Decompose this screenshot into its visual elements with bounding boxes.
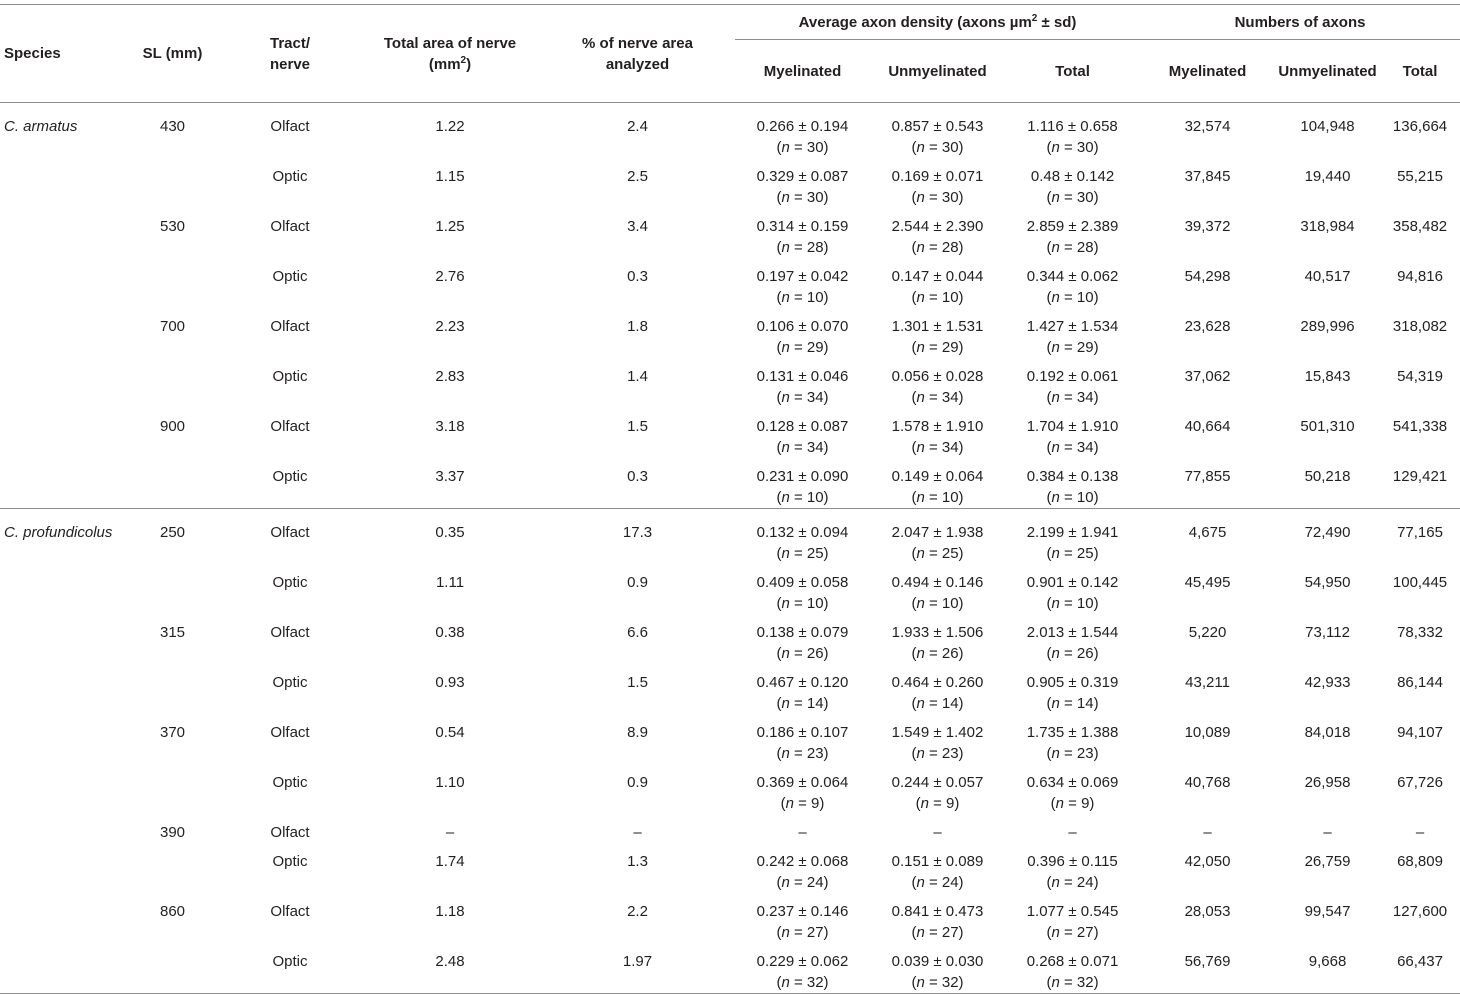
cell-nerve: Optic [272,774,308,791]
sample-size: (n = 34) [911,389,964,406]
sample-size: (n = 23) [1046,745,1099,762]
cell-pct-area: 8.9 [627,724,648,741]
sample-size: (n = 28) [911,239,964,256]
table-row [0,308,1460,358]
sample-size: (n = 30) [911,139,964,156]
cell-sl [125,458,220,509]
sample-size: (n = 27) [1046,924,1099,941]
cell-count-unmyelinated: 72,490 [1304,524,1351,541]
cell-count-total: 55,215 [1397,168,1443,185]
cell-count-myelinated: 42,050 [1184,853,1231,870]
cell-nerve: Olfact [270,418,310,435]
cell-count-total: 86,144 [1397,674,1443,691]
cell-sl [125,258,220,308]
cell-nerve: Optic [272,574,308,591]
cell-density-total: 0.901 ± 0.142 (n = 10) [1026,574,1119,612]
cell-density-myelinated: 0.369 ± 0.064 (n = 9) [756,774,849,812]
cell-count-total: 68,809 [1397,853,1443,870]
sample-size: (n = 24) [911,874,964,891]
cell-density-myelinated: 0.467 ± 0.120 (n = 14) [756,674,849,712]
cell-density-unmyelinated: 0.464 ± 0.260 (n = 14) [891,674,984,712]
cell-total-area: 0.38 [435,624,465,641]
cell-density-myelinated: 0.329 ± 0.087 (n = 30) [756,168,849,206]
cell-pct-area: 1.97 [540,943,735,994]
sample-size: (n = 26) [911,645,964,662]
table-row [0,509,1460,565]
cell-pct-area: 1.4 [627,368,648,385]
header-count-myelinated: Myelinated [1140,40,1275,103]
table-row [0,158,1460,208]
table-row [0,764,1460,814]
cell-count-unmyelinated: 15,843 [1304,368,1351,385]
cell-nerve: Olfact [270,318,310,335]
sample-size: (n = 25) [1046,545,1099,562]
cell-count-myelinated: 56,769 [1140,943,1275,994]
sample-size: (n = 28) [776,239,829,256]
cell-species: C. profundicolus [4,524,113,541]
cell-species [0,458,125,509]
cell-count-unmyelinated: 54,950 [1304,574,1351,591]
cell-density-total: 1.077 ± 0.545 (n = 27) [1026,903,1119,941]
cell-pct-area: 3.4 [627,218,648,235]
cell-species [0,814,125,843]
table-row [0,258,1460,308]
cell-density-total: 0.192 ± 0.061 (n = 34) [1026,368,1119,406]
table-row [0,458,1460,509]
cell-density-unmyelinated: 0.857 ± 0.543 (n = 30) [891,118,984,156]
cell-sl [125,764,220,814]
cell-total-area: 1.74 [435,853,465,870]
cell-pct-area: 1.3 [627,853,648,870]
header-density-total: Total [1005,40,1140,103]
cell-density-myelinated: 0.132 ± 0.094 (n = 25) [756,524,849,562]
cell-total-area: 1.18 [435,903,465,920]
header-numbers-group: Numbers of axons [1140,5,1460,40]
cell-sl [125,843,220,893]
cell-count-unmyelinated: 50,218 [1275,458,1380,509]
sample-size: (n = 30) [776,189,829,206]
cell-species [0,843,125,893]
sample-size: (n = 26) [776,645,829,662]
sample-size: (n = 34) [776,389,829,406]
cell-total-area: 2.23 [435,318,465,335]
cell-density-unmyelinated: – [933,824,942,841]
cell-count-unmyelinated: 73,112 [1305,624,1350,641]
table-header [0,5,1460,103]
table-row [0,208,1460,258]
sample-size: (n = 10) [776,595,829,612]
cell-count-unmyelinated: 99,547 [1304,903,1351,920]
cell-nerve: Optic [272,168,308,185]
table-row [0,614,1460,664]
cell-species [0,358,125,408]
cell-density-unmyelinated: 1.578 ± 1.910 (n = 34) [891,418,984,456]
cell-pct-area: 0.9 [627,574,648,591]
cell-nerve: Optic [272,368,308,385]
cell-count-total: 94,816 [1397,268,1443,285]
sample-size: (n = 10) [911,289,964,306]
cell-count-myelinated: 43,211 [1185,674,1230,691]
cell-pct-area: 6.6 [627,624,648,641]
cell-density-unmyelinated: 0.149 ± 0.064 (n = 10) [870,458,1005,509]
cell-pct-area: 17.3 [622,524,653,541]
cell-density-total: 0.905 ± 0.319 (n = 14) [1026,674,1119,712]
cell-count-myelinated: 39,372 [1184,218,1231,235]
cell-nerve: Optic [272,853,308,870]
sample-size: (n = 29) [911,339,964,356]
cell-total-area: 1.22 [435,118,465,135]
cell-sl [125,943,220,994]
cell-density-unmyelinated: 1.549 ± 1.402 (n = 23) [891,724,984,762]
cell-nerve: Olfact [270,218,310,235]
cell-species [0,764,125,814]
cell-density-total: 0.384 ± 0.138 (n = 10) [1005,458,1140,509]
sample-size: (n = 14) [911,695,964,712]
sample-size: (n = 14) [1046,695,1099,712]
sample-size: (n = 34) [776,439,829,456]
cell-count-myelinated: 32,574 [1184,118,1231,135]
cell-count-total: 78,332 [1397,624,1443,641]
cell-species [0,158,125,208]
cell-pct-area: 0.3 [627,268,648,285]
cell-count-myelinated: 10,089 [1184,724,1231,741]
table-row [0,714,1460,764]
cell-density-total: 1.704 ± 1.910 (n = 34) [1026,418,1119,456]
cell-count-myelinated: 23,628 [1184,318,1231,335]
table-row [0,664,1460,714]
cell-density-total: 1.116 ± 0.658 (n = 30) [1027,118,1118,156]
sample-size: (n = 34) [1046,439,1099,456]
cell-density-unmyelinated: 1.301 ± 1.531 (n = 29) [891,318,984,356]
sample-size: (n = 29) [776,339,829,356]
cell-species [0,614,125,664]
cell-sl [125,158,220,208]
cell-count-total: 129,421 [1380,458,1460,509]
cell-density-total: 1.735 ± 1.388 (n = 23) [1026,724,1119,762]
table-row [0,103,1460,159]
sample-size: (n = 30) [911,189,964,206]
cell-density-myelinated: 0.266 ± 0.194 (n = 30) [756,118,849,156]
cell-sl: 860 [159,903,186,920]
cell-nerve: Optic [220,943,360,994]
header-sl: SL (mm) [125,5,220,103]
cell-density-myelinated: 0.131 ± 0.046 (n = 34) [756,368,849,406]
cell-species [0,408,125,458]
cell-density-myelinated: 0.242 ± 0.068 (n = 24) [756,853,849,891]
cell-species [0,943,125,994]
axon-data-table [0,4,1460,994]
sample-size: (n = 14) [776,695,829,712]
cell-pct-area: 0.9 [627,774,648,791]
cell-nerve: Optic [272,268,308,285]
cell-species [0,564,125,614]
cell-count-total: 67,726 [1397,774,1443,791]
cell-total-area: 3.37 [360,458,540,509]
cell-pct-area: 1.5 [627,674,648,691]
cell-count-myelinated: 40,664 [1184,418,1231,435]
cell-nerve: Optic [220,458,360,509]
cell-sl: 250 [159,524,186,541]
cell-total-area: 1.25 [435,218,465,235]
cell-pct-area: 1.8 [627,318,648,335]
cell-count-myelinated: 40,768 [1184,774,1231,791]
table-row [0,358,1460,408]
cell-count-myelinated: 54,298 [1184,268,1231,285]
cell-density-total: 0.48 ± 0.142 (n = 30) [1030,168,1115,206]
cell-density-total: 2.859 ± 2.389 (n = 28) [1026,218,1119,256]
cell-species [0,208,125,258]
cell-total-area: 1.10 [435,774,465,791]
cell-species [0,258,125,308]
cell-density-unmyelinated: 0.151 ± 0.089 (n = 24) [891,853,984,891]
cell-count-unmyelinated: 104,948 [1300,118,1355,135]
cell-count-myelinated: 45,495 [1184,574,1231,591]
cell-density-total: 1.427 ± 1.534 (n = 29) [1026,318,1119,356]
cell-total-area: 0.93 [435,674,465,691]
cell-count-total: 54,319 [1397,368,1443,385]
cell-nerve: Olfact [270,724,310,741]
cell-count-total: 358,482 [1392,218,1448,235]
sample-size: (n = 30) [1046,139,1099,156]
cell-density-myelinated: 0.229 ± 0.062 (n = 32) [735,943,870,994]
cell-nerve: Olfact [270,524,310,541]
cell-species [0,664,125,714]
cell-count-unmyelinated: 42,933 [1304,674,1351,691]
cell-total-area: 2.48 [360,943,540,994]
sample-size: (n = 24) [1046,874,1099,891]
sample-size: (n = 32) [1046,974,1099,991]
cell-count-total: 77,165 [1397,524,1443,541]
cell-density-unmyelinated: 0.494 ± 0.146 (n = 10) [891,574,984,612]
cell-count-total: – [1415,824,1425,841]
sample-size: (n = 32) [776,974,829,991]
cell-density-total: 0.396 ± 0.115 (n = 24) [1027,853,1118,891]
cell-density-myelinated: 0.231 ± 0.090 (n = 10) [735,458,870,509]
cell-pct-area: 2.2 [627,903,648,920]
cell-density-unmyelinated: 2.544 ± 2.390 (n = 28) [891,218,984,256]
cell-density-total: 2.199 ± 1.941 (n = 25) [1026,524,1119,562]
cell-density-myelinated: 0.106 ± 0.070 (n = 29) [756,318,849,356]
cell-count-myelinated: 37,062 [1184,368,1231,385]
cell-density-myelinated: 0.186 ± 0.107 (n = 23) [756,724,849,762]
cell-sl: 430 [159,118,186,135]
cell-nerve: Olfact [270,118,310,135]
cell-sl: 315 [159,624,186,641]
sample-size: (n = 23) [776,745,829,762]
header-species: Species [0,5,125,103]
cell-species: C. armatus [4,118,78,135]
cell-nerve: Optic [272,674,308,691]
cell-pct-area: – [633,824,642,841]
cell-total-area: – [445,824,455,841]
table-row [0,564,1460,614]
cell-density-unmyelinated: 0.056 ± 0.028 (n = 34) [891,368,984,406]
cell-count-total: 541,338 [1392,418,1448,435]
cell-total-area: 0.54 [435,724,465,741]
cell-density-myelinated: 0.197 ± 0.042 (n = 10) [756,268,849,306]
cell-count-myelinated: 37,845 [1184,168,1231,185]
cell-count-unmyelinated: 501,310 [1300,418,1355,435]
cell-count-myelinated: 28,053 [1184,903,1231,920]
sample-size: (n = 9) [1050,795,1095,812]
cell-nerve: Olfact [270,903,310,920]
cell-count-myelinated: 4,675 [1188,524,1227,541]
cell-total-area: 0.35 [435,524,465,541]
table-body [0,103,1460,994]
cell-density-unmyelinated: 0.841 ± 0.473 (n = 27) [891,903,984,941]
sample-size: (n = 34) [1046,389,1099,406]
cell-density-myelinated: 0.314 ± 0.159 (n = 28) [756,218,849,256]
sample-size: (n = 30) [776,139,829,156]
cell-sl: 900 [159,418,186,435]
sample-size: (n = 29) [1046,339,1099,356]
cell-density-unmyelinated: 0.039 ± 0.030 (n = 32) [870,943,1005,994]
cell-density-myelinated: 0.237 ± 0.146 (n = 27) [756,903,849,941]
cell-total-area: 1.11 [435,574,465,591]
table-row [0,814,1460,843]
sample-size: (n = 30) [1046,189,1099,206]
sample-size: (n = 10) [776,289,829,306]
cell-total-area: 2.76 [435,268,465,285]
cell-nerve: Olfact [270,824,310,841]
cell-total-area: 3.18 [435,418,465,435]
cell-sl: 370 [159,724,186,741]
header-total-area: Total area of nerve $(mm^2)$ [360,5,540,103]
sample-size: (n = 24) [776,874,829,891]
cell-count-unmyelinated: 318,984 [1300,218,1355,235]
table-row [0,408,1460,458]
cell-count-total: 136,664 [1392,118,1448,135]
cell-count-unmyelinated: 19,440 [1304,168,1351,185]
cell-count-unmyelinated: 26,759 [1304,853,1351,870]
cell-pct-area: 1.5 [627,418,648,435]
cell-density-unmyelinated: 0.147 ± 0.044 (n = 10) [891,268,984,306]
table-row [0,893,1460,943]
cell-count-myelinated: 77,855 [1140,458,1275,509]
sample-size: (n = 34) [911,439,964,456]
sample-size: (n = 10) [1046,289,1099,306]
cell-density-unmyelinated: 2.047 ± 1.938 (n = 25) [891,524,984,562]
sample-size: (n = 10) [1046,595,1099,612]
cell-sl [125,664,220,714]
cell-density-unmyelinated: 0.244 ± 0.057 (n = 9) [891,774,984,812]
table-row [0,843,1460,893]
cell-nerve: Olfact [270,624,310,641]
sample-size: (n = 10) [1046,489,1099,506]
cell-sl: 700 [159,318,186,335]
header-pct-area: % of nerve area analyzed [540,5,735,103]
sample-size: (n = 9) [780,795,825,812]
cell-pct-area: 0.3 [540,458,735,509]
cell-sl: 530 [159,218,186,235]
cell-count-myelinated: 5,220 [1188,624,1227,641]
cell-count-unmyelinated: 9,668 [1275,943,1380,994]
cell-density-total: 0.344 ± 0.062 (n = 10) [1026,268,1119,306]
cell-density-total: 0.634 ± 0.069 (n = 9) [1026,774,1119,812]
sample-size: (n = 25) [776,545,829,562]
cell-species [0,308,125,358]
table-row [0,943,1460,994]
cell-sl [125,564,220,614]
cell-count-total: 94,107 [1397,724,1443,741]
sample-size: (n = 27) [911,924,964,941]
cell-density-myelinated: 0.409 ± 0.058 (n = 10) [756,574,849,612]
cell-species [0,714,125,764]
cell-total-area: 2.83 [435,368,465,385]
cell-count-myelinated: – [1203,824,1212,841]
cell-total-area: 1.15 [435,168,465,185]
cell-pct-area: 2.5 [627,168,648,185]
header-count-unmyelinated: Unmyelinated [1275,40,1380,103]
cell-count-unmyelinated: – [1323,824,1332,841]
sample-size: (n = 9) [915,795,960,812]
cell-count-total: 127,600 [1392,903,1448,920]
cell-density-unmyelinated: 1.933 ± 1.506 (n = 26) [891,624,984,662]
cell-count-unmyelinated: 40,517 [1304,268,1351,285]
sample-size: (n = 32) [911,974,964,991]
header-density-group: Average axon density (axons µm$^2$ ± sd) [735,5,1140,40]
sample-size: (n = 28) [1046,239,1099,256]
cell-sl [125,358,220,408]
sample-size: (n = 10) [776,489,829,506]
sample-size: (n = 27) [776,924,829,941]
cell-count-unmyelinated: 289,996 [1300,318,1355,335]
cell-density-myelinated: 0.128 ± 0.087 (n = 34) [756,418,849,456]
sample-size: (n = 10) [911,595,964,612]
cell-count-unmyelinated: 84,018 [1304,724,1351,741]
sample-size: (n = 26) [1046,645,1099,662]
cell-density-total: 0.268 ± 0.071 (n = 32) [1005,943,1140,994]
cell-count-unmyelinated: 26,958 [1304,774,1351,791]
cell-density-total: 2.013 ± 1.544 (n = 26) [1026,624,1119,662]
header-count-total: Total [1380,40,1460,103]
header-density-unmyelinated: Unmyelinated [870,40,1005,103]
sample-size: (n = 25) [911,545,964,562]
cell-density-myelinated: 0.138 ± 0.079 (n = 26) [756,624,849,662]
cell-density-myelinated: – [798,824,807,841]
cell-count-total: 100,445 [1392,574,1448,591]
sample-size: (n = 10) [911,489,964,506]
cell-pct-area: 2.4 [627,118,648,135]
cell-count-total: 318,082 [1392,318,1448,335]
cell-count-total: 66,437 [1380,943,1460,994]
cell-species [0,893,125,943]
cell-density-total: – [1068,824,1077,841]
cell-density-unmyelinated: 0.169 ± 0.071 (n = 30) [891,168,984,206]
sample-size: (n = 23) [911,745,964,762]
header-density-myelinated: Myelinated [735,40,870,103]
cell-sl: 390 [159,824,186,841]
header-tract-nerve: Tract/ nerve [220,5,360,103]
